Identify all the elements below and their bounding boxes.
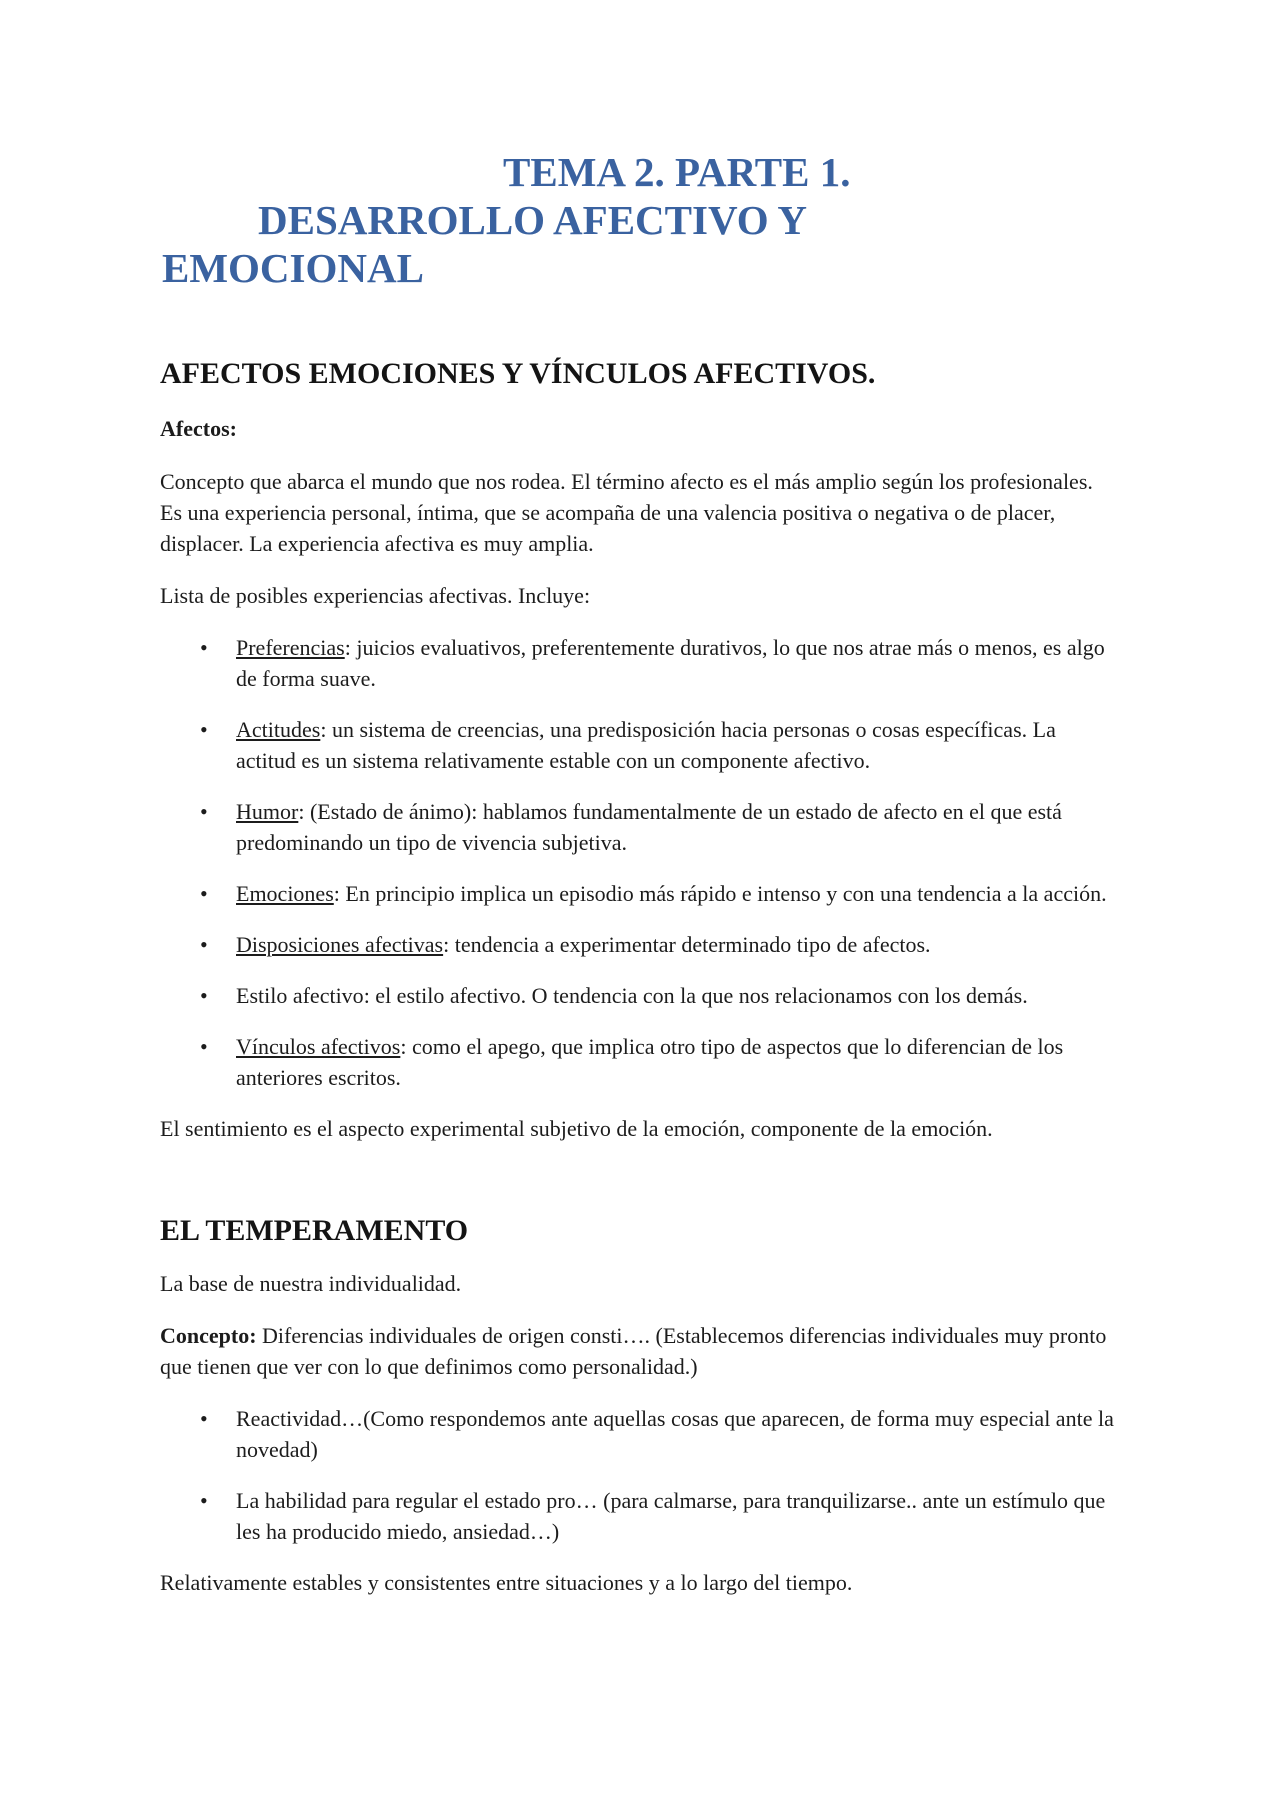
temperamento-opening: La base de nuestra individualidad. [160, 1271, 462, 1296]
title-line-1: TEMA 2. PARTE 1. [503, 149, 851, 195]
list-item-text: : (Estado de ánimo): hablamos fundamentalmente de un estado de afecto en el que está predominando un tipo de vivencia subjetiva. [236, 799, 1062, 855]
section-heading-afectos: AFECTOS EMOCIONES Y VÍNCULOS AFECTIVOS. [160, 357, 876, 390]
list-item-habilidad [160, 1485, 1120, 1547]
list-item-vinculos [160, 1031, 1120, 1093]
temperamento-list [160, 1403, 1120, 1547]
list-item-text: Reactividad…(Como respondemos ante aquellas cosas que aparecen, de forma muy especial ante la novedad) [236, 1406, 1114, 1462]
concepto-text: Diferencias individuales de origen consti…. (Establecemos diferencias individuales muy pronto que tienen que ver con lo que definimos como personalidad.) [160, 1323, 1107, 1379]
list-term: Estilo afectivo [236, 983, 364, 1008]
list-term: Preferencias [236, 635, 345, 660]
list-item-text: : un sistema de creencias, una predisposición hacia personas o cosas específicas. La actitud es un sistema relativamente estable con un componente afectivo. [236, 717, 1056, 773]
list-term: Humor [236, 799, 299, 824]
list-term: Actitudes [236, 717, 321, 742]
list-item-text: : tendencia a experimentar determinado tipo de afectos. [443, 932, 931, 957]
list-item-text: : como el apego, que implica otro tipo de aspectos que lo diferencian de los anteriores escritos. [236, 1034, 1064, 1090]
temperamento-closing-sentence: Relativamente estables y consistentes entre situaciones y a lo largo del tiempo. [160, 1570, 853, 1595]
list-item-estilo-afectivo [160, 980, 1120, 1011]
list-term: Emociones [236, 881, 334, 906]
sentimiento-closing-sentence: El sentimiento es el aspecto experimental subjetivo de la emoción, componente de la emoción. [160, 1116, 993, 1141]
list-term: Vínculos afectivos [236, 1034, 401, 1059]
list-item-disposiciones [160, 929, 1120, 960]
bullet-icon: • [200, 1034, 208, 1059]
title-line-3: EMOCIONAL [162, 245, 424, 291]
afectos-intro-paragraph: Concepto que abarca el mundo que nos rodea. El término afecto es el más amplio según los profesionales. Es una experiencia personal, íntima, que se acompaña de una valencia positiva o negativa o de placer, displacer. La experiencia afectiva es muy amplia. [160, 469, 1093, 556]
affective-experiences-list [160, 632, 1120, 1093]
section-heading-temperamento: EL TEMPERAMENTO [160, 1214, 469, 1247]
list-item-reactividad [160, 1403, 1120, 1465]
bullet-icon: • [200, 932, 208, 957]
list-term: Disposiciones afectivas [236, 932, 444, 957]
list-item-text: : En principio implica un episodio más rápido e intenso y con una tendencia a la acción. [333, 881, 1107, 906]
bullet-icon: • [200, 1406, 208, 1431]
list-item-text: : el estilo afectivo. O tendencia con la que nos relacionamos con los demás. [363, 983, 1028, 1008]
list-item-text: La habilidad para regular el estado pro… (para calmarse, para tranquilizarse.. ante un estímulo que les ha producido miedo, ansiedad…) [236, 1488, 1106, 1544]
bullet-icon: • [200, 1488, 208, 1513]
bullet-icon: • [200, 983, 208, 1008]
bullet-icon: • [200, 799, 208, 824]
bullet-icon: • [200, 717, 208, 742]
title-line-2: DESARROLLO AFECTIVO Y [258, 197, 807, 243]
bullet-icon: • [200, 635, 208, 660]
concepto-paragraph [160, 1320, 1120, 1382]
list-item-humor [160, 796, 1120, 858]
list-item-preferencias [160, 632, 1120, 694]
list-item-text: : juicios evaluativos, preferentemente durativos, lo que nos atrae más o menos, es algo de forma suave. [236, 635, 1105, 691]
list-intro-paragraph: Lista de posibles experiencias afectivas. Incluye: [160, 583, 591, 608]
concepto-label: Concepto: [160, 1323, 257, 1348]
list-item-actitudes [160, 714, 1120, 776]
bullet-icon: • [200, 881, 208, 906]
document-title [160, 148, 1120, 292]
subheading-afectos: Afectos: [160, 416, 237, 441]
list-item-emociones [160, 878, 1120, 909]
